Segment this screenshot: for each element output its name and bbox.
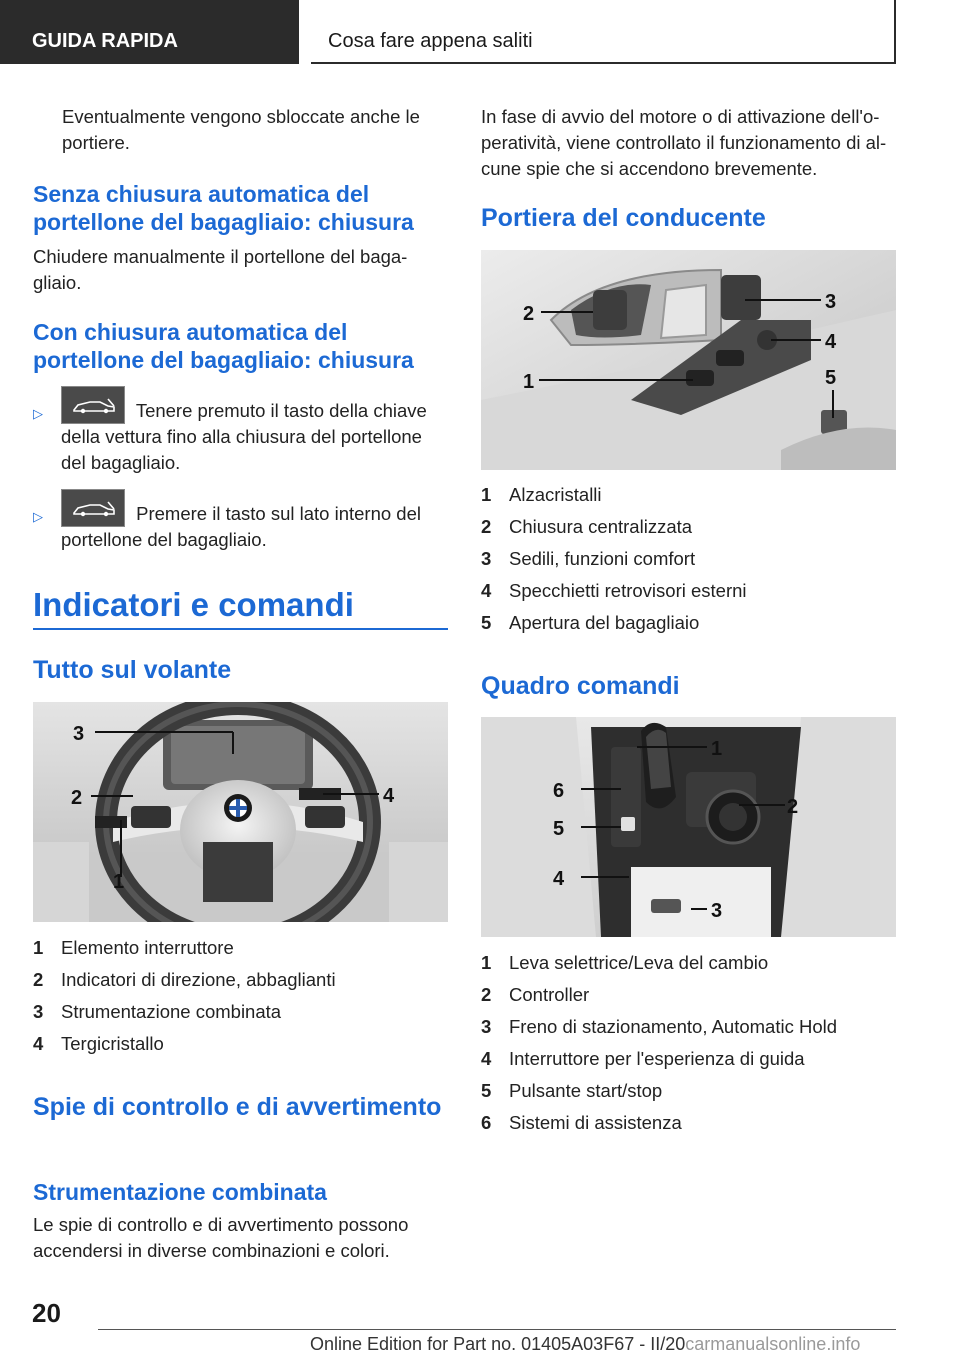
footer-rule	[98, 1329, 896, 1330]
heading-no-auto-close: Senza chiusura automatica del portellone del bagagliaio: chiusura	[33, 181, 414, 235]
center-console-figure	[481, 717, 896, 937]
subheading-door: Portiera del conducente	[481, 204, 766, 232]
list-item: 4 Interruttore per l'esperienza di guida	[481, 1048, 805, 1069]
chapter-tab	[311, 0, 896, 64]
steering-label-3: 3	[73, 723, 85, 745]
list-item: 1 Leva selettrice/Leva del cambio	[481, 952, 769, 973]
list-item: 2 Indicatori di direzione, abbaglianti	[33, 969, 336, 990]
heading-cluster: Strumentazione combinata	[33, 1179, 327, 1205]
list-item: 5 Apertura del bagagliaio	[481, 612, 700, 633]
list-item: 5 Pulsante start/stop	[481, 1080, 663, 1101]
door-label-5: 5	[825, 367, 837, 389]
subheading-warning-lights: Spie di controllo e di avvertimento	[33, 1093, 442, 1121]
list-item: 1 Elemento interruttore	[33, 937, 234, 958]
console-label-3: 3	[711, 900, 723, 922]
heading-auto-close: Con chiusura automatica del portellone del bagagliaio: chiusura	[33, 319, 414, 373]
door-label-2: 2	[523, 303, 535, 325]
bullet-key-text: Tenere premuto il tasto della chiave della vettura fino alla chiusura del portellone del bagagliaio.	[61, 400, 427, 474]
subheading-steering: Tutto sul volante	[33, 656, 232, 684]
list-item: 4 Specchietti retrovisori esterni	[481, 580, 747, 601]
cluster-text: Le spie di controllo e di avvertimento possono accendersi in diverse combinazioni e colori.	[33, 1214, 409, 1261]
console-label-5: 5	[553, 818, 565, 840]
console-items-list	[481, 950, 896, 1142]
driver-door-figure	[481, 250, 896, 470]
bullet-triangle-icon: ▷	[33, 509, 43, 524]
door-label-1: 1	[523, 371, 535, 393]
bullet-interior-text: Premere il tasto sul lato interno del portellone del bagagliaio.	[61, 503, 421, 551]
console-label-6: 6	[553, 780, 565, 802]
list-item: 2 Controller	[481, 984, 590, 1005]
startup-check-text: In fase di avvio del motore o di attivazione dell'o-peratività, viene controllato il funzionamento di al-cune spie che si accendono brevemente.	[481, 106, 887, 179]
list-item: 3 Strumentazione combinata	[33, 1001, 282, 1022]
steering-wheel-figure	[33, 702, 448, 922]
list-item: 3 Freno di stazionamento, Automatic Hold	[481, 1016, 838, 1037]
subheading-console: Quadro comandi	[481, 672, 680, 700]
list-item: 2 Chiusura centralizzata	[481, 516, 693, 537]
console-label-1: 1	[711, 738, 723, 760]
bullet-interior-button	[33, 501, 443, 553]
steering-label-2: 2	[71, 787, 83, 809]
door-label-3: 3	[825, 291, 837, 313]
section-tab	[0, 0, 299, 64]
footer	[310, 1334, 860, 1355]
tailgate-button-icon	[61, 489, 125, 527]
page-number: 20	[32, 1298, 61, 1328]
list-item: 1 Alzacristalli	[481, 484, 602, 505]
intro-text: Eventualmente vengono sbloccate anche le portiere.	[62, 106, 420, 153]
section-title: Indicatori e comandi	[33, 586, 354, 623]
steering-label-1: 1	[113, 871, 125, 893]
watermark-text: carmanualsonline.info	[685, 1334, 861, 1354]
footer-edition-text: Online Edition for Part no. 01405A03F67 - II/20	[310, 1334, 686, 1354]
list-item: 4 Tergicristallo	[33, 1033, 164, 1054]
steering-items-list	[33, 935, 448, 1063]
door-items-list	[481, 482, 896, 642]
bullet-key	[33, 398, 443, 476]
tailgate-button-icon	[61, 386, 125, 424]
console-label-2: 2	[787, 796, 799, 818]
manual-close-text: Chiudere manualmente il portellone del baga-gliaio.	[33, 246, 408, 293]
section-label: GUIDA RAPIDA	[32, 30, 178, 52]
section-rule	[33, 628, 448, 630]
list-item: 6 Sistemi di assistenza	[481, 1112, 682, 1133]
bullet-triangle-icon: ▷	[33, 406, 43, 421]
console-label-4: 4	[553, 868, 565, 890]
steering-label-4: 4	[383, 785, 395, 807]
chapter-label: Cosa fare appena saliti	[328, 30, 533, 52]
list-item: 3 Sedili, funzioni comfort	[481, 548, 696, 569]
door-label-4: 4	[825, 331, 837, 353]
